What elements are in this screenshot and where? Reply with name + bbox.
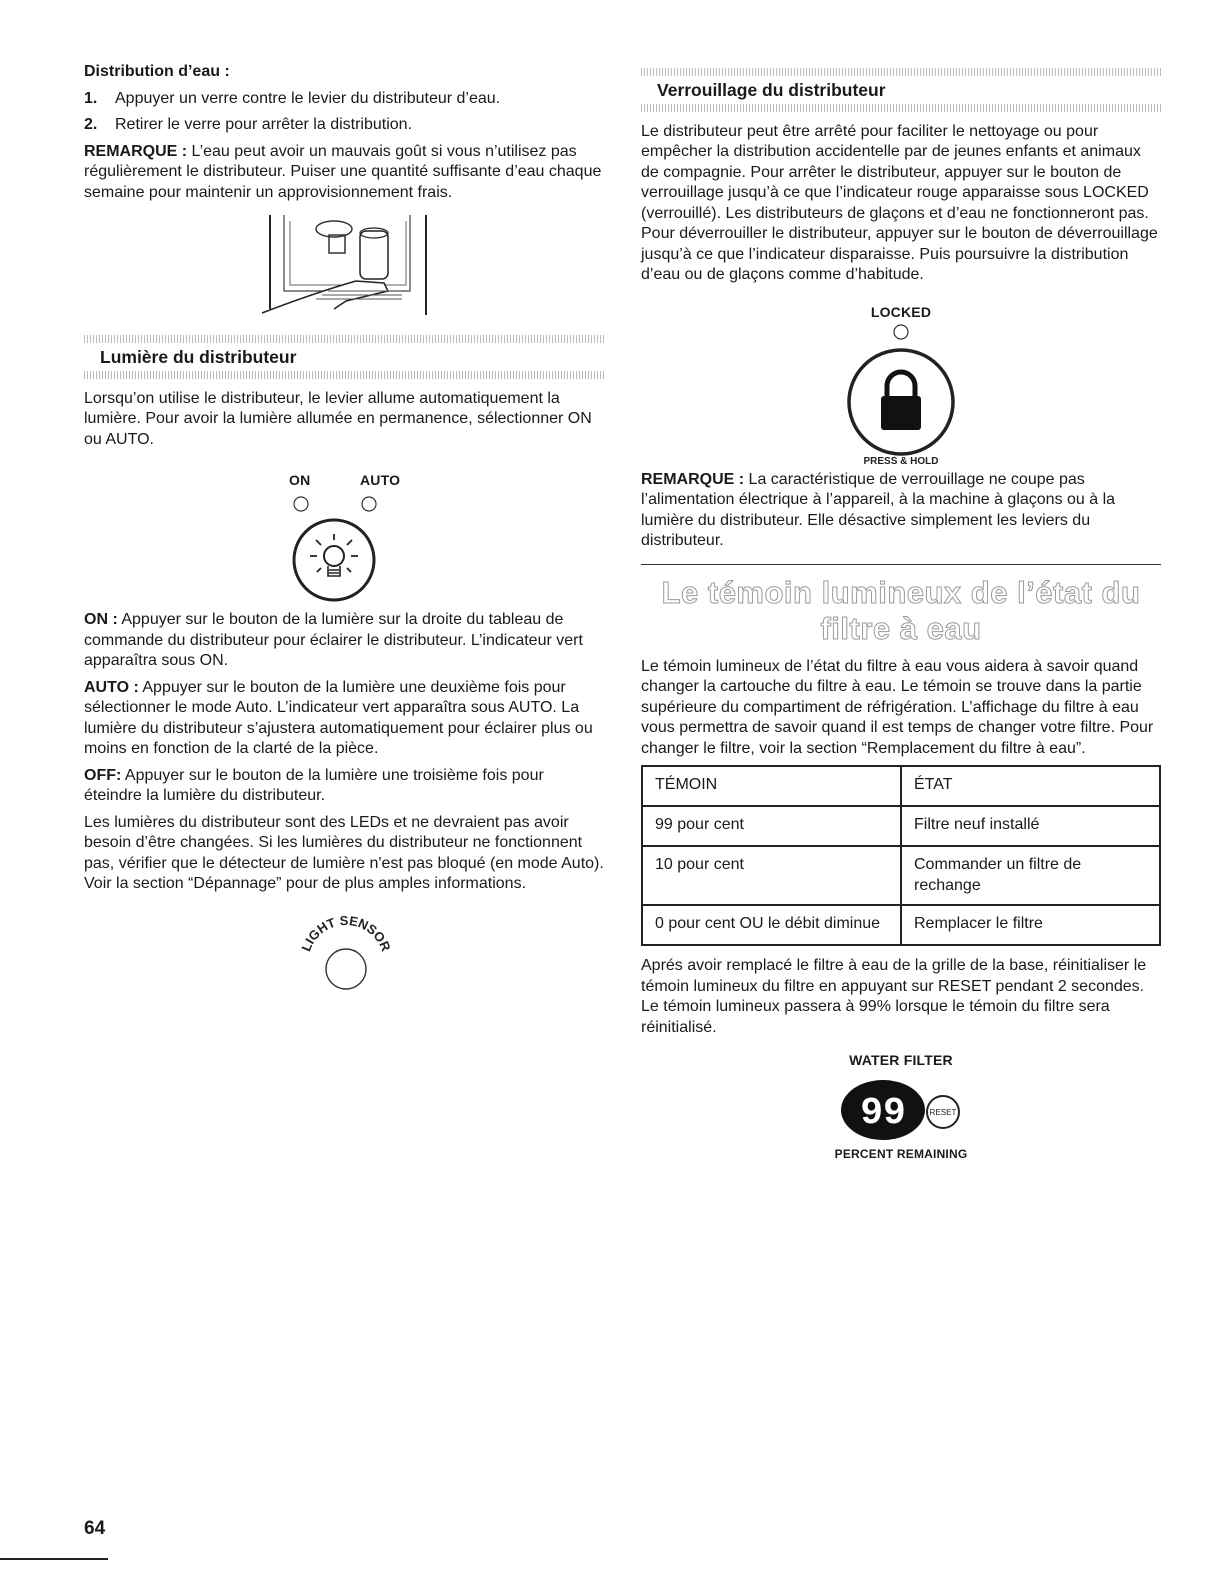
table-row (642, 905, 1160, 945)
light-button-icon (294, 520, 374, 600)
reset-label: RESET (929, 1108, 957, 1117)
table-cell: Commander un filtre de rechange (901, 846, 1160, 905)
lock-button-diagram (641, 292, 1161, 470)
table-header-row (642, 766, 1160, 806)
filter-display-value: 99 (860, 1092, 906, 1135)
table-row (642, 846, 1160, 905)
light-sensor-icon (296, 913, 396, 993)
light-intro: Lorsqu’on utilise le distributeur, le levier allume automatiquement la lumière. Pour avoir la lumière allumée en permanence, sélectionner ON ou AUTO. (84, 389, 592, 448)
section-divider (641, 564, 1161, 565)
table-cell: 99 pour cent (642, 806, 901, 846)
note2-paragraph: REMARQUE : La caractéristique de verrouillage ne coupe pas l’alimentation électrique à l’appareil, à la machine à glaçons ou à la lumière du distributeur. Elle désactive simplement les leviers du distributeur. (641, 470, 1116, 549)
header-rule (84, 335, 604, 343)
locked-indicator-icon (894, 325, 908, 339)
table-cell: 10 pour cent (642, 846, 901, 905)
lock-paragraph: Le distributeur peut être arrêté pour faciliter le nettoyage ou pour empêcher la distribution accidentelle par de jeunes enfants et animaux de compagnie. Pour arrêter le distributeur, appuyer sur le bouton de verrouillage jusqu’à ce que l’indicateur rouge apparaisse sous LOCKED (verrouillé). Les distributeurs de glaçons et d’eau ne fonctionneront pas. Pour déverrouiller le distributeur, appuyer sur le bouton de déverrouillage jusqu’à ce que l’indicateur disparaisse. Puis poursuivre la distribution d’eau ou de glaçons comme d’habitude. (641, 122, 1158, 283)
leds-paragraph: Les lumières du distributeur sont des LEDs et ne devraient pas avoir besoin d’être changées. Si les lumières du distributeur ne fonctionnent pas, vérifier que le détecteur de lumière n'est pas bloqué (en mode Auto). Voir la section “Dépannage” pour de plus amples informations. (84, 813, 604, 892)
light-button-diagram (84, 456, 604, 606)
step-1: 1. Appuyer un verre contre le levier du distributeur d’eau. (84, 89, 501, 107)
table-cell: 0 pour cent OU le débit diminue (642, 905, 901, 945)
on-label: ON (289, 472, 311, 488)
step-2: 2. Retirer le verre pour arrêter la distribution. (84, 116, 413, 133)
on-paragraph: ON : Appuyer sur le bouton de la lumière sur la droite du tableau de commande du distributeur pour éclairer le distributeur. L’indicateur vert apparaîtra sous ON. (84, 611, 583, 669)
dispense-heading: Distribution d’eau : (84, 63, 230, 80)
water-filter-label: WATER FILTER (849, 1052, 953, 1068)
left-column (84, 62, 604, 993)
auto-label: AUTO (360, 472, 401, 488)
note-paragraph: REMARQUE : L’eau peut avoir un mauvais goût si vous n’utilisez pas régulièrement le distributeur. Puiser une quantité suffisante d’eau chaque semaine pour maintenir un approvisionnement frais. (84, 142, 602, 201)
table-cell: Filtre neuf installé (901, 806, 1160, 846)
auto-paragraph: AUTO : Appuyer sur le bouton de la lumière une deuxième fois pour sélectionner le mode Auto. L’indicateur vert apparaîtra sous AUTO. La lumière du distributeur s’ajustera automatiquement pour éclairer plus ou moins en fonction de la clarté de la pièce. (84, 678, 593, 757)
press-hold-label: PRESS & HOLD (863, 455, 939, 467)
header-rule (641, 104, 1161, 112)
off-paragraph: OFF: Appuyer sur le bouton de la lumière une troisième fois pour éteindre la lumière du distributeur. (84, 766, 544, 804)
on-indicator-icon (294, 497, 308, 511)
header-rule (641, 68, 1161, 76)
lock-section-header (641, 68, 1161, 112)
water-filter-diagram (641, 1044, 1161, 1164)
table-header-cell: TÉMOIN (642, 766, 901, 806)
filter-intro: Le témoin lumineux de l’état du filtre à eau vous aidera à savoir quand changer la cartouche du filtre à eau. Le témoin se trouve dans la partie supérieure du compartiment de réfrigération. L’affichage du filtre à eau vous permettra de savoir quand il est temps de changer votre filtre. Pour changer le filtre, voir la section “Remplacement du filtre à eau”. (641, 657, 1154, 757)
table-header-cell: ÉTAT (901, 766, 1160, 806)
lock-section-title: Verrouillage du distributeur (657, 80, 886, 100)
right-column (641, 62, 1161, 1164)
svg-text:LIGHT SENSOR: LIGHT SENSOR (298, 912, 394, 953)
percent-remaining-label: PERCENT REMAINING (834, 1147, 968, 1161)
page-number: 64 (84, 1518, 106, 1539)
dispenser-illustration (84, 209, 604, 321)
table-cell: Remplacer le filtre (901, 905, 1160, 945)
auto-indicator-icon (362, 497, 376, 511)
footer-rule (0, 1558, 108, 1560)
light-section-header (84, 335, 604, 379)
table-row (642, 806, 1160, 846)
filter-status-table (641, 765, 1161, 946)
locked-label: LOCKED (870, 303, 932, 320)
filter-section-title: Le témoin lumineux de l’état du filtre à eau (661, 574, 1141, 646)
header-rule (84, 371, 604, 379)
reset-paragraph: Aprés avoir remplacé le filtre à eau de la grille de la base, réinitialiser le témoin lumineux du filtre en appuyant sur RESET pendant 2 secondes. Le témoin lumineux passera à 99% lorsque le témoin du filtre sera réinitialisé. (641, 957, 1147, 1036)
light-section-title: Lumière du distributeur (100, 347, 297, 367)
